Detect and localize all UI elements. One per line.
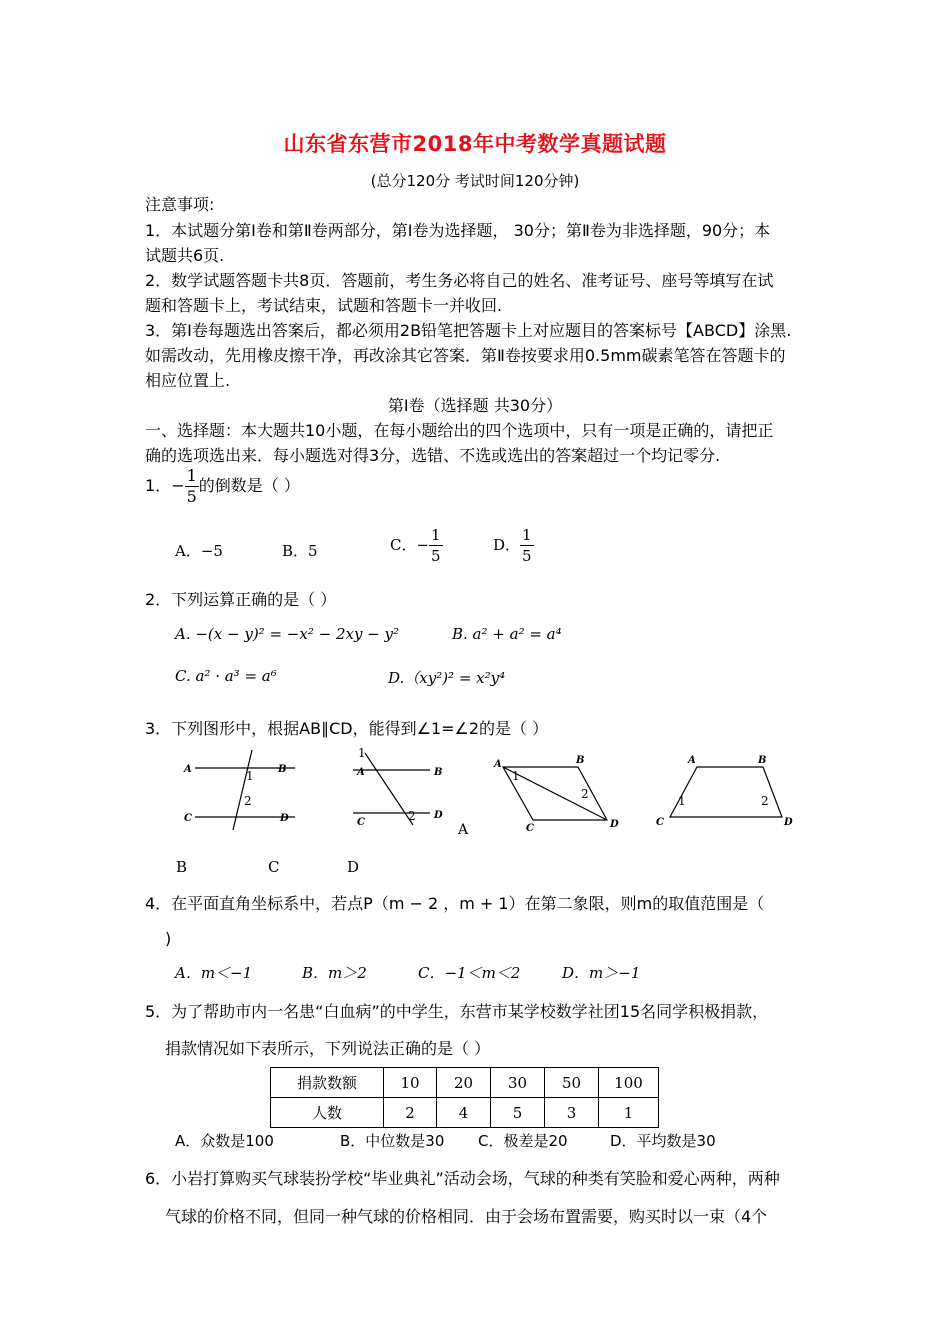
exam-info: (总分120分 考试时间120分钟)	[370, 172, 580, 190]
fraction: $\frac{1}{5}$	[522, 526, 532, 565]
label-a: A	[494, 759, 502, 770]
option-a: A	[458, 822, 469, 838]
label-a: A	[184, 764, 192, 775]
notice-line: 1．本试题分第Ⅰ卷和第Ⅱ卷两部分，第Ⅰ卷为选择题， 30分；第Ⅱ卷为非选择题，90分；本	[145, 221, 771, 240]
option-b: B	[176, 858, 188, 876]
table-cell: 5	[491, 1098, 545, 1128]
label-b: B	[278, 764, 287, 775]
table-cell: 10	[384, 1068, 437, 1098]
angle-2: 2	[244, 794, 252, 808]
option-d: D．m＞−1	[562, 964, 641, 982]
table-row	[271, 1098, 659, 1128]
table-cell: 30	[491, 1068, 545, 1098]
option-c: C. a² · a³ = a⁶	[175, 667, 277, 685]
table-cell: 4	[437, 1098, 491, 1128]
angle-1: 1	[512, 769, 520, 783]
question-4-cont: )	[165, 929, 172, 948]
label-d: D	[784, 817, 793, 828]
option-b: B．5	[282, 542, 318, 560]
table-cell: 1	[599, 1098, 659, 1128]
angle-1: 1	[358, 746, 366, 760]
figure-d	[670, 767, 782, 817]
label-a: A	[357, 767, 365, 778]
fraction: $\frac{1}{5}$	[186, 466, 197, 506]
label-d: D	[280, 813, 289, 824]
donation-table	[270, 1067, 659, 1128]
section-instructions: 确的选项选出来．每小题选对得3分，选错、不选或选出的答案超过一个均记零分.	[145, 446, 721, 465]
notice-line: 题和答题卡上，考试结束，试题和答题卡一并收回.	[145, 296, 503, 315]
table-row	[271, 1068, 659, 1098]
option-b: B. a² + a² = a⁴	[452, 625, 562, 643]
angle-2: 2	[761, 794, 769, 808]
label-c: C	[656, 817, 664, 828]
option-b: B．中位数是30	[340, 1132, 445, 1150]
section-instructions: 一、选择题：本大题共10小题，在每小题给出的四个选项中，只有一项是正确的，请把正	[145, 421, 774, 440]
table-cell: 2	[384, 1098, 437, 1128]
section-header: 第Ⅰ卷（选择题 共30分）	[387, 396, 563, 415]
option-d: D． $\frac{1}{5}$	[493, 526, 532, 565]
notice-line: 3．第Ⅰ卷每题选出答案后，都必须用2B铅笔把答题卡上对应题目的答案标号【ABCD】涂黑.	[145, 321, 792, 340]
table-cell: 3	[545, 1098, 599, 1128]
table-header-cell: 人数	[271, 1098, 384, 1128]
notice-line: 2．数学试题答题卡共8页．答题前，考生务必将自己的姓名、准考证号、座号等填写在试	[145, 271, 774, 290]
question-5: 5．为了帮助市内一名患“白血病”的中学生，东营市某学校数学社团15名同学积极捐款，	[145, 1002, 769, 1021]
option-c: C．极差是20	[478, 1132, 568, 1150]
label-b: B	[434, 767, 443, 778]
notice-line: 如需改动，先用橡皮擦干净，再改涂其它答案．第Ⅱ卷按要求用0.5mm碳素笔答在答题卡的	[145, 346, 786, 365]
option-d: D.（xy²)² = x²y⁴	[388, 669, 506, 687]
option-a: A．m＜−1	[175, 964, 253, 982]
question-6: 6．小岩打算购买气球装扮学校“毕业典礼”活动会场，气球的种类有笑脸和爱心两种，两种	[145, 1169, 780, 1188]
label-d: D	[434, 810, 443, 821]
option-d: D．平均数是30	[610, 1132, 716, 1150]
option-c: C．− $\frac{1}{5}$	[390, 526, 441, 565]
label-b: B	[758, 755, 767, 766]
table-header-cell: 捐款数额	[271, 1068, 384, 1098]
table-cell: 50	[545, 1068, 599, 1098]
label-c: C	[184, 813, 192, 824]
angle-2: 2	[408, 809, 416, 823]
table-cell: 100	[599, 1068, 659, 1098]
option-a: A. −(x − y)² = −x² − 2xy − y²	[175, 625, 400, 643]
figure-b	[353, 753, 430, 825]
question-2: 2．下列运算正确的是（ ）	[145, 590, 337, 609]
table-cell: 20	[437, 1068, 491, 1098]
notice-line: 试题共6页.	[145, 246, 225, 265]
label-a: A	[688, 755, 696, 766]
geometry-figures	[170, 745, 810, 840]
page-title: 山东省东营市2018年中考数学真题试题	[283, 132, 667, 156]
label-d: D	[610, 819, 619, 830]
fraction: $\frac{1}{5}$	[431, 526, 441, 565]
angle-1: 1	[246, 769, 254, 783]
option-b: B．m＞2	[302, 964, 367, 982]
question-3: 3．下列图形中，根据AB∥CD，能得到∠1=∠2的是（ ）	[145, 719, 549, 738]
minus-sign: −	[171, 476, 185, 495]
question-stem: 的倒数是（ ）	[198, 476, 300, 495]
question-6-cont: 气球的价格不同，但同一种气球的价格相同．由于会场布置需要，购买时以一束（4个	[165, 1207, 768, 1226]
notice-heading: 注意事项:	[145, 195, 215, 214]
option-c: C	[268, 858, 280, 876]
label-c: C	[526, 823, 534, 834]
option-a: A．−5	[175, 542, 223, 560]
label-c: C	[357, 817, 365, 828]
question-4: 4．在平面直角坐标系中，若点P（m − 2 ，m + 1）在第二象限，则m的取值范围是（	[145, 894, 765, 913]
notice-line: 相应位置上.	[145, 371, 231, 390]
option-c: C．−1＜m＜2	[418, 964, 521, 982]
question-5-cont: 捐款情况如下表所示，下列说法正确的是（ ）	[165, 1039, 491, 1058]
question-number: 1．	[145, 476, 172, 495]
question-1	[145, 466, 300, 507]
label-b: B	[576, 755, 585, 766]
angle-1: 1	[678, 794, 686, 808]
angle-2: 2	[581, 787, 589, 801]
option-d: D	[347, 858, 360, 876]
option-a: A．众数是100	[175, 1132, 274, 1150]
